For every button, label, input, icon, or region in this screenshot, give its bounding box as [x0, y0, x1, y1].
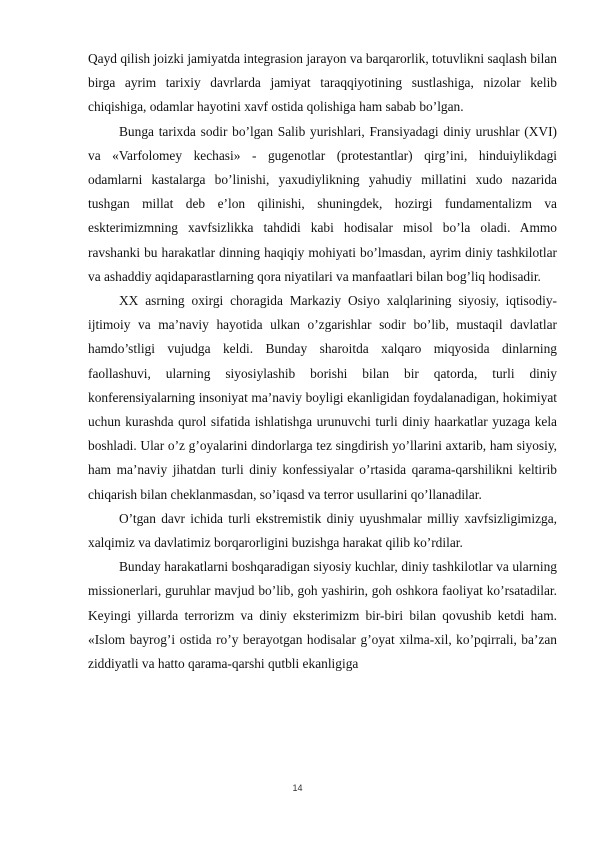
paragraph-5: Bunday harakatlarni boshqaradigan siyosiy kuchlar, diniy tashkilotlar va ularning missionerlari, guruhlar mavjud bo’lib, goh yashirin, goh oshkora faoliyat ko’rsatadilar. Keyingi yillarda terrorizm va diniy eksterimizm bir-biri bilan qovushib ketdi ham. «Islom bayrog’i ostida ro’y berayotgan hodisalar g’oyat xilma-xil, ko’pqirrali, ba’zan ziddiyatli va hatto qarama-qarshi qutbli ekanligiga [88, 559, 557, 672]
paragraph-3: XX asrning oxirgi choragida Markaziy Osiyo xalqlarining siyosiy, iqtisodiy-ijtimoiy va ma’naviy hayotida ulkan o’zgarishlar sodir bo’lib, mustaqil davlatlar hamdo’stligi vujudga keldi. Bunday sharoitda xalqaro miqyosida dinlarning faollashuvi, ularning siyosiylashib borishi bilan bir qatorda, turli diniy konferensiyalarning insoniyat ma’naviy boyligi ekanligidan foydalanadigan, hokimiyat uchun kurashda qurol sifatida ishlatishga urunuvchi turli diniy haarkatlar yuzaga kela boshladi. Ular o’z g’oyalarini dindorlarga tez singdirish yo’llarini axtarib, ham siyosiy, ham ma’naviy jihatdan turli diniy konfessiyalar o’rtasida qarama-qarshilikni keltirib chiqarish bilan cheklanmasdan, so’iqasd va terror usullarini qo’llanadilar. [88, 293, 557, 502]
paragraph-2: Bunga tarixda sodir bo’lgan Salib yurishlari, Fransiyadagi diniy urushlar (XVI) va «Varfolomey kechasi» - gugenotlar (protestantlar) qirg’ini, hinduiylikdagi odamlarni kastalarga bo’linishi, yaxudiylikning yahudiy millatini xudo nazarida tushgan millat deb e’lon qilinishi, shuningdek, hozirgi fundamentalizm va eskterimizmning xavfsizlikka tahdidi kabi hodisalar misol bo’la oladi. Ammo ravshanki bu harakatlar dinning haqiqiy mohiyati bo’lmasdan, ayrim diniy tashkilotlar va ashaddiy aqidaparastlarning qora niyatilari va manfaatlari bilan bog’liq hodisadir. [88, 123, 557, 284]
body-text [88, 47, 557, 676]
page-number: 14 [292, 783, 303, 793]
paragraph-4: O’tgan davr ichida turli ekstremistik diniy uyushmalar milliy xavfsizligimizga, xalqimiz va davlatimiz borqarorligini buzishga harakat qilib ko’rdilar. [88, 510, 557, 551]
paragraph-1: Qayd qilish joizki jamiyatda integrasion jarayon va barqarorlik, totuvlikni saqlash bilan birga ayrim tarixiy davrlarda jamiyat taraqqiyotining sustlashiga, nizolar kelib chiqishiga, odamlar hayotini xavf ostida qolishiga ham sabab bo’lgan. [88, 51, 557, 115]
